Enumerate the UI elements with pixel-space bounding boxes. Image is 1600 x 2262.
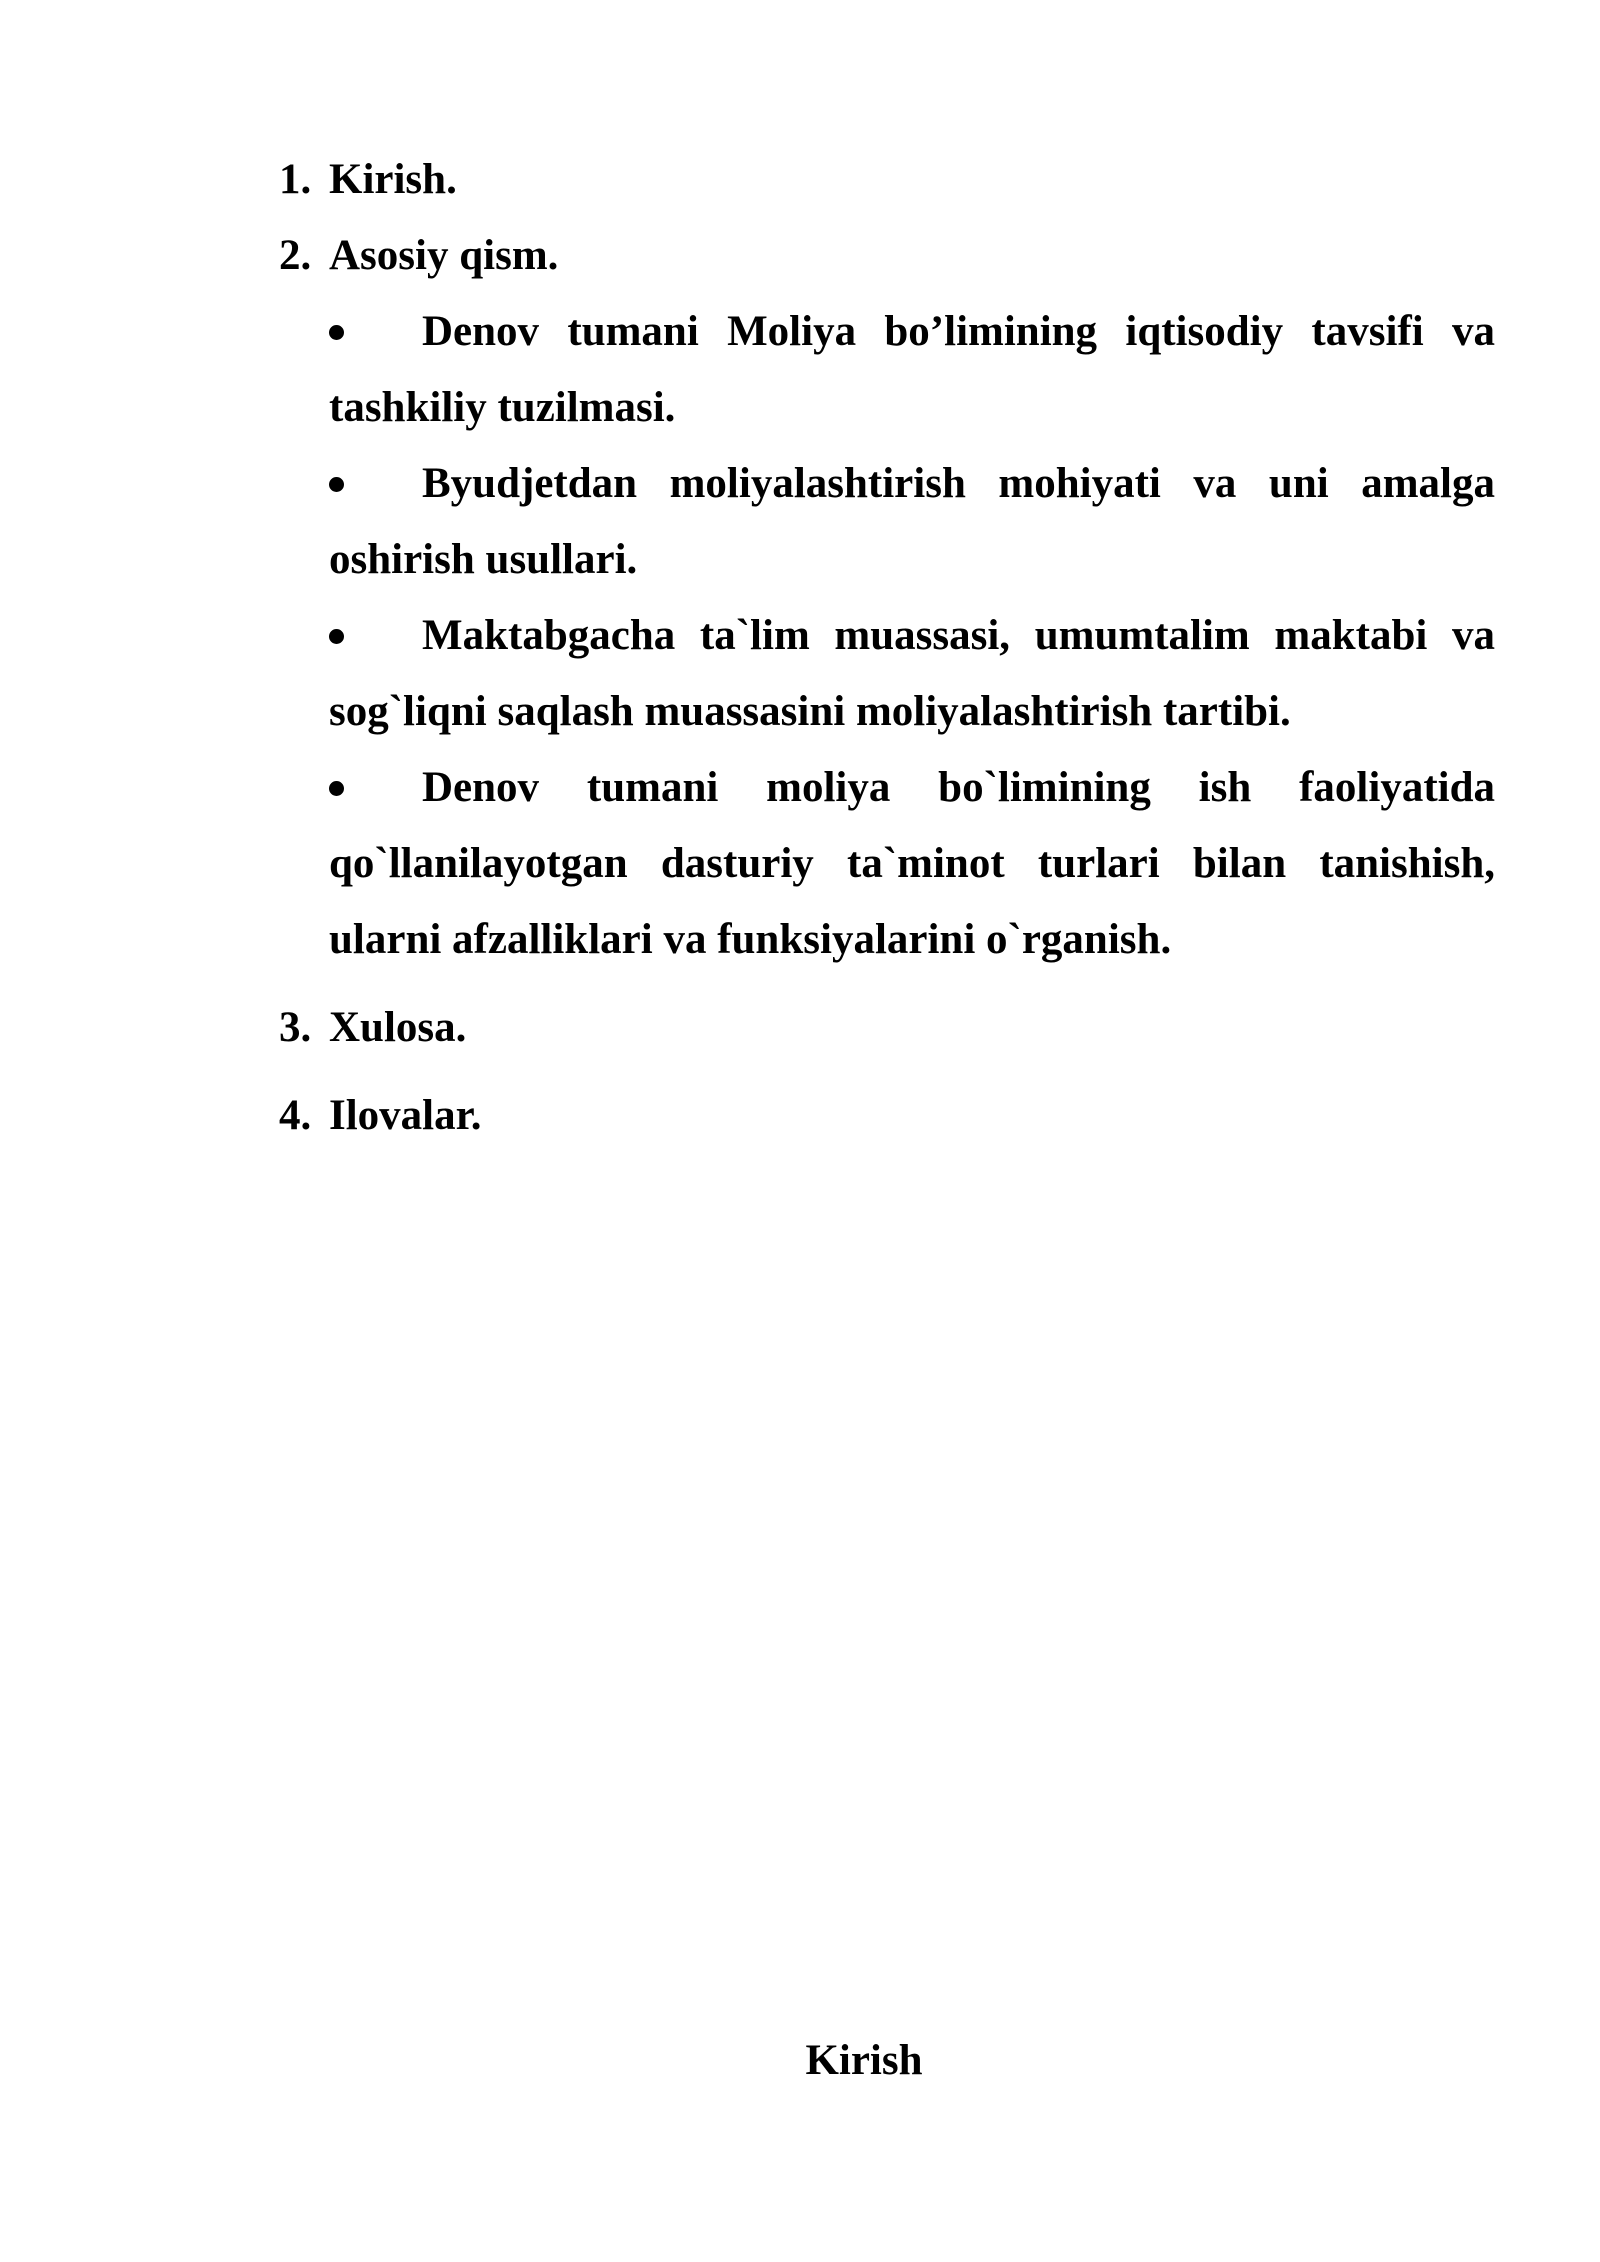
bullet-icon	[329, 325, 422, 340]
toc-sublist	[329, 294, 1495, 978]
toc-item-ilovalar	[279, 1078, 1495, 1154]
toc-subitem-text: Byudjetdan moliyalashtirish mohiyati va uni amalga oshirish usullari.	[329, 460, 1495, 583]
toc-item-kirish	[279, 142, 1495, 218]
toc-item-label: Kirish.	[329, 156, 457, 203]
bullet-icon	[329, 629, 422, 644]
toc-subitem-text: Denov tumani Moliya bo’limining iqtisodiy tavsifi va tashkiliy tuzilmasi.	[329, 308, 1495, 431]
toc-subitem	[329, 750, 1495, 978]
toc-item-number: 3.	[279, 1004, 312, 1051]
toc-item-xulosa	[279, 990, 1495, 1066]
toc-item-label: Ilovalar.	[329, 1092, 482, 1139]
toc-subitem-text: Denov tumani moliya bo`limining ish faoliyatida qo`llanilayotgan dasturiy ta`minot turlari bilan tanishish, ularni afzalliklari va funksiyalarini o`rganish.	[329, 764, 1495, 963]
toc-item-asosiy-qism	[279, 218, 1495, 294]
toc-item-number: 4.	[279, 1092, 312, 1139]
toc-subitem	[329, 598, 1495, 750]
toc-item-label: Xulosa.	[329, 1004, 467, 1051]
toc-item-number: 2.	[279, 232, 312, 279]
section-heading: Kirish	[805, 2037, 923, 2084]
bullet-icon	[329, 781, 422, 796]
toc-item-label: Asosiy qism.	[329, 232, 559, 279]
toc-subitem	[329, 294, 1495, 446]
toc-subitem-text: Maktabgacha ta`lim muassasi, umumtalim maktabi va sog`liqni saqlash muassasini moliyalashtirish tartibi.	[329, 612, 1495, 735]
toc-subitem	[329, 446, 1495, 598]
toc-item-number: 1.	[279, 156, 312, 203]
bullet-icon	[329, 477, 422, 492]
table-of-contents	[279, 142, 1495, 1154]
